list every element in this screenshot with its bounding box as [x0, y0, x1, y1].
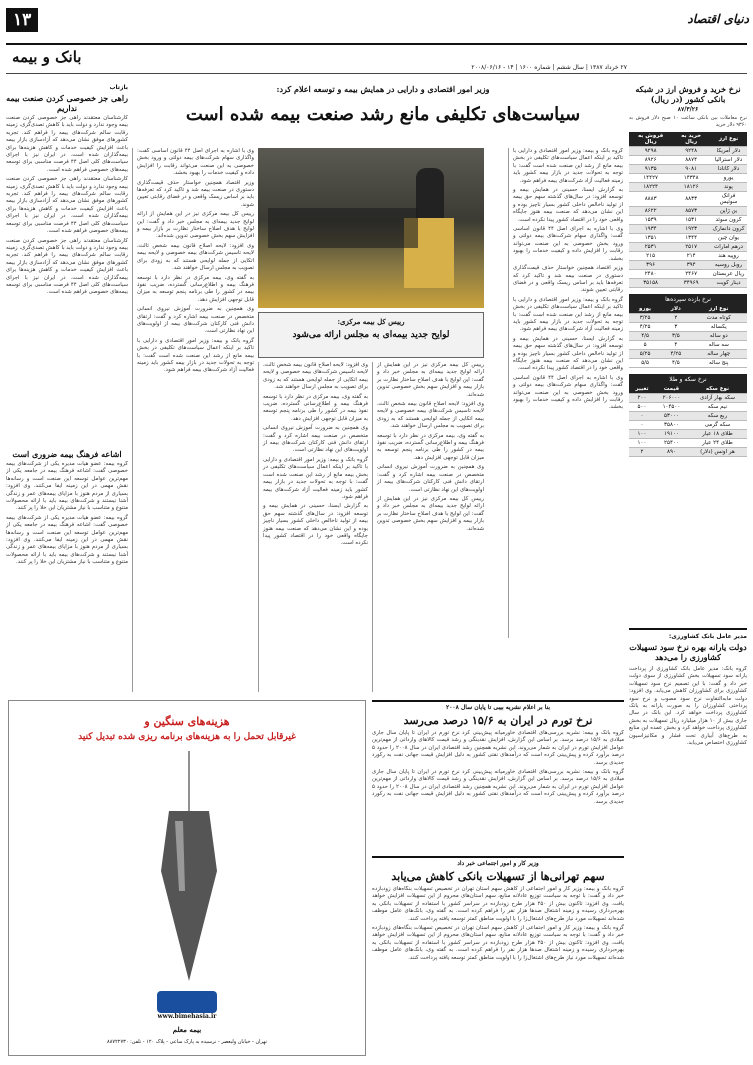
fx-col-header: خرید به ریال [672, 132, 710, 147]
sidebar-headline: لوایح جدید بیمه‌ای به مجلس ارائه می‌شود [292, 330, 450, 340]
fx-table [629, 132, 747, 288]
ad-address: تهران - خیابان ولیعصر - نرسیده به پارک ساعی - پلاک ۱۲۰ - تلفن: ۸۸۷۲۲۷۳۰ [107, 1039, 267, 1045]
table-cell: سه ساله [691, 340, 747, 349]
table-cell: ۲۱۴ [672, 251, 710, 260]
table-cell: ۲۵۳۱ [629, 242, 672, 251]
table-cell: ۱۳۴۴ [672, 233, 710, 242]
table-row [629, 278, 747, 287]
table-cell: ۹۲۴۸ [672, 146, 710, 155]
left-body-2: گروه بیمه: عضو هیات مدیره یکی از شرکت‌های بیمه خصوصی گفت: اشاعه فرهنگ بیمه در جامعه یکی از مهم‌ترین عوامل توسعه این صنعت است و رسانه‌ها نقش مهمی در این زمینه ایفا می‌کنند. وی افزود: بسیاری از مردم هنوز با مزایای بیمه‌های عمر و زندگی آشنا نیستند و شرکت‌های بیمه باید با ارائه محصولات متنوع و متناسب با نیاز مشتریان این خلا را پر کنند. گروه بیمه: عضو هیات مدیره یکی از شرکت‌های بیمه خصوصی گفت: اشاعه فرهنگ بیمه در جامعه یکی از مهم‌ترین عوامل توسعه این صنعت است و رسانه‌ها نقش مهمی در این زمینه ایفا می‌کنند. وی افزود: بسیاری از مردم هنوز با مزایای بیمه‌های عمر و زندگی آشنا نیستند و شرکت‌های بیمه باید با ارائه محصولات متنوع و متناسب با نیاز مشتریان این خلا را پر کنند. [6, 461, 128, 566]
coin-col-header: قیمت [655, 385, 688, 394]
table-cell: سکه گرمی [688, 420, 747, 429]
table-cell: ۱۸۲۲۴ [629, 182, 672, 191]
table-row [629, 349, 747, 358]
table-cell: ۱۴۴۲۷ [629, 173, 672, 182]
table-cell: ۹۱۳۵ [629, 164, 672, 173]
table-cell: فرانک سوئیس [710, 191, 747, 206]
table-cell: دلار آمریکا [710, 146, 747, 155]
loan-kicker: وزیر کار و امور اجتماعی خبر داد [457, 860, 539, 867]
coin-table [629, 385, 747, 457]
table-row [629, 242, 747, 251]
table-cell: ۲۴۸۰ [629, 269, 672, 278]
table-row [629, 215, 747, 224]
table-cell: ۲۴۶۷ [672, 269, 710, 278]
sidebar-box [258, 312, 484, 358]
table-row [629, 173, 747, 182]
table-row [629, 182, 747, 191]
table-cell: ۱۹۲۳ [672, 224, 710, 233]
table-cell: دلار کانادا [710, 164, 747, 173]
table-cell: ۱۴۳۴۸ [672, 173, 710, 182]
coin-col-header: نوع سکه [688, 385, 747, 394]
inflation-story [372, 700, 624, 850]
table-cell: پوند [710, 182, 747, 191]
table-row [629, 429, 747, 438]
table-cell: دو ساله [691, 331, 747, 340]
table-cell: ۳ [661, 322, 690, 331]
interest-title: نرخ بازده سپرده‌ها [629, 294, 747, 305]
table-cell: ۵ [629, 340, 661, 349]
table-row [629, 411, 747, 420]
table-row [629, 164, 747, 173]
table-cell: ۳/۲۵ [629, 313, 661, 322]
table-row [629, 269, 747, 278]
table-cell: چهار ساله [691, 349, 747, 358]
table-cell: ۸۹۰ [655, 447, 688, 456]
table-cell: ۱۰۰ [629, 429, 655, 438]
fx-col-header: نوع ارز [710, 132, 747, 147]
table-cell: ۰ [629, 420, 655, 429]
table-cell: سکه بهار آزادی [688, 393, 747, 402]
table-cell: طلای ۱۸ عیار [688, 429, 747, 438]
table-row [629, 206, 747, 215]
dateline: ۲۷ خرداد ۱۳۸۷ | سال ششم | شماره ۱۶۰۰ | ۱۴ - ۲۰۰۸/۰۶/۱۶ [6, 64, 747, 74]
table-cell: ۱۳۵۱ [629, 233, 672, 242]
table-cell: ۰ [629, 411, 655, 420]
table-row [629, 251, 747, 260]
table-cell: ۳/۵ [661, 331, 690, 340]
table-cell: ۱۹۱۰۰ [655, 429, 688, 438]
table-row [629, 438, 747, 447]
fx-subtitle: نرخ معاملات بین بانکی ساعت ۱۰ صبح دلار فروش به ۹۳۶۰ دلار خرید [629, 115, 747, 129]
table-row [629, 358, 747, 367]
fx-col-header: فروش به ریال [629, 132, 672, 147]
table-row [629, 224, 747, 233]
agri-body: گروه بانک: مدیر عامل بانک کشاورزی از پرداخت یارانه سود تسهیلات بخش کشاورزی از سوی دولت خبر داد و گفت: با این تصمیم نرخ سود تسهیلات کشاورزی برای کشاورزان کاهش می‌یابد. وی افزود: دولت مابه‌التفاوت نرخ سود مصوب و نرخ سود پرداختی کشاورزان را به صورت یارانه به بانک کشاورزی پرداخت خواهد کرد. این بانک در سال جاری بیش از ۱۰ هزار میلیارد ریال تسهیلات به بخش کشاورزی پرداخت خواهد کرد و بخش عمده این منابع به طرح‌های آبیاری تحت فشار و مکانیزاسیون کشاورزی اختصاص می‌یابد. [629, 666, 747, 747]
table-cell: یکساله [691, 322, 747, 331]
table-row [629, 447, 747, 456]
plumb-bob-icon [129, 751, 249, 981]
table-cell: کرون سوئد [710, 215, 747, 224]
table-cell: ۳۵۸۰۰ [655, 420, 688, 429]
table-row [629, 402, 747, 411]
ad-logo-icon [157, 991, 217, 1013]
sidebar-kicker: رییس کل بیمه مرکزی: [337, 317, 405, 326]
coin-col-header: تغییر [629, 385, 655, 394]
int-col-header: دلار [661, 305, 690, 314]
table-cell: ۲۵۱۷ [672, 242, 710, 251]
table-row [629, 191, 747, 206]
table-cell: ۸۸۸۳ [629, 191, 672, 206]
table-cell: ۱۰۰ [629, 438, 655, 447]
left-column [6, 84, 128, 684]
table-cell: روبل روسیه [710, 260, 747, 269]
agri-story [629, 628, 747, 1058]
table-cell: یوان چین [710, 233, 747, 242]
loan-story [372, 856, 624, 1056]
left-headline: راهی جز خصوصی کردن صنعت بیمه نداریم [6, 93, 128, 113]
left-headline-2: اشاعه فرهنگ بیمه ضروری است [12, 449, 122, 459]
table-cell: ۸۸۷۴ [672, 155, 710, 164]
loan-headline: سهم تهرانی‌ها از تسهیلات بانکی کاهش می‌یابد [391, 870, 605, 883]
main-body-4: وی با اشاره به اجرای اصل ۴۴ قانون اساسی گفت: واگذاری سهام شرکت‌های بیمه دولتی و ورود بخش خصوصی به این صنعت می‌تواند رقابت را افزایش داده و کیفیت خدمات را بهبود بخشد. وزیر اقتصاد همچنین خواستار حذف قیمت‌گذاری دستوری در صنعت بیمه شد و تاکید کرد که تعرفه‌ها باید بر اساس ریسک واقعی و در فضای رقابتی تعیین شوند. رییس کل بیمه مرکزی نیز در این همایش از ارائه لوایح جدید بیمه‌ای به مجلس خبر داد و گفت: این لوایح با هدف اصلاح ساختار نظارت بر بازار بیمه و افزایش سهم بخش خصوصی تدوین شده‌اند. وی افزود: لایحه اصلاح قانون بیمه شخص ثالث، لایحه تاسیس شرکت‌های بیمه خصوصی و لایحه بیمه اتکایی از جمله لوایحی هستند که به زودی برای تصویب به مجلس ارسال خواهند شد. به گفته وی، بیمه مرکزی در نظر دارد با توسعه فرهنگ بیمه و اطلاع‌رسانی گسترده، ضریب نفوذ بیمه در کشور را طی برنامه پنجم توسعه به میزان قابل توجهی افزایش دهد. وی همچنین به ضرورت آموزش نیروی انسانی متخصص در صنعت بیمه اشاره کرد و گفت: ارتقای دانش فنی کارکنان شرکت‌های بیمه از اولویت‌های این نهاد نظارتی است. گروه بانک و بیمه: وزیر امور اقتصادی و دارایی با تاکید بر اینکه اعمال سیاست‌های تکلیفی در بخش بیمه مانع از رشد این صنعت شده است گفت: با توجه به تحولات جدید در بازار بیمه کشور باید زمینه فعالیت آزاد شرکت‌های بیمه فراهم شود. [132, 148, 254, 692]
table-row [629, 340, 747, 349]
table-cell: ۹۰۸۱ [672, 164, 710, 173]
table-cell: ۸۵۷۳ [672, 206, 710, 215]
header-bar [6, 5, 747, 45]
table-cell: دینار کویت [710, 278, 747, 287]
table-cell: ۱۵۳۱ [672, 215, 710, 224]
table-cell: ۴ [661, 340, 690, 349]
table-cell: ۴/۲۵ [661, 349, 690, 358]
table-cell: ۴/۲۵ [629, 322, 661, 331]
table-cell: ۹۲۹۸ [629, 146, 672, 155]
left-body: کارشناسان معتقدند راهی جز خصوصی کردن صنعت بیمه وجود ندارد و دولت باید با کاهش تصدی‌گری، زمینه رقابت سالم شرکت‌های بیمه را فراهم کند. تجربه کشورهای موفق نشان می‌دهد که آزادسازی بازار بیمه باعث افزایش کیفیت خدمات و کاهش هزینه‌ها برای بیمه‌گذاران شده است. در ایران نیز با اجرای سیاست‌های کلی اصل ۴۴ فرصت مناسبی برای توسعه بیمه‌های خصوصی فراهم شده است. کارشناسان معتقدند راهی جز خصوصی کردن صنعت بیمه وجود ندارد و دولت باید با کاهش تصدی‌گری، زمینه رقابت سالم شرکت‌های بیمه را فراهم کند. تجربه کشورهای موفق نشان می‌دهد که آزادسازی بازار بیمه باعث افزایش کیفیت خدمات و کاهش هزینه‌ها برای بیمه‌گذاران شده است. در ایران نیز با اجرای سیاست‌های کلی اصل ۴۴ فرصت مناسبی برای توسعه بیمه‌های خصوصی فراهم شده است. کارشناسان معتقدند راهی جز خصوصی کردن صنعت بیمه وجود ندارد و دولت باید با کاهش تصدی‌گری، زمینه رقابت سالم شرکت‌های بیمه را فراهم کند. تجربه کشورهای موفق نشان می‌دهد که آزادسازی بازار بیمه باعث افزایش کیفیت خدمات و کاهش هزینه‌ها برای بیمه‌گذاران شده است. در ایران نیز با اجرای سیاست‌های کلی اصل ۴۴ فرصت مناسبی برای توسعه بیمه‌های خصوصی فراهم شده است. [6, 115, 128, 296]
agri-headline: دولت یارانه بهره نرخ سود تسهیلات کشاورزی را می‌دهد [629, 642, 747, 662]
fx-column [629, 84, 747, 624]
table-cell: ۸۶۲۲ [629, 206, 672, 215]
left-kicker: بازتاب [109, 84, 128, 91]
table-cell: طلای ۲۴ عیار [688, 438, 747, 447]
table-cell: ۲۰۰ [629, 393, 655, 402]
table-cell: پنج ساله [691, 358, 747, 367]
table-cell: هر اونس (دلار) [688, 447, 747, 456]
ad-company: بیمه معلم [172, 1025, 202, 1034]
conference-photo [258, 148, 484, 308]
table-cell: ۲ [661, 313, 690, 322]
table-cell: ۸۸۳۳ [672, 191, 710, 206]
loan-body: گروه بانک و بیمه: وزیر کار و امور اجتماعی از کاهش سهم استان تهران در تخصیص تسهیلات بنگاه‌های زودبازده خبر داد و گفت: با توجه به سیاست توزیع عادلانه منابع، سهم استان‌های محروم از این تسهیلات افزایش خواهد یافت. وی افزود: تاکنون بیش از ۲۵۰ هزار طرح زودبازده در سراسر کشور با استفاده از تسهیلات بانکی به بهره‌برداری رسیده و زمینه اشتغال صدها هزار نفر را فراهم کرده است. به گفته وی، بانک‌های عامل موظف شده‌اند تسهیلات مورد نیاز طرح‌های اشتغال‌زا را با اولویت مناطق کمتر توسعه یافته پرداخت کنند. گروه بانک و بیمه: وزیر کار و امور اجتماعی از کاهش سهم استان تهران در تخصیص تسهیلات بنگاه‌های زودبازده خبر داد و گفت: با توجه به سیاست توزیع عادلانه منابع، سهم استان‌های محروم از این تسهیلات افزایش خواهد یافت. وی افزود: تاکنون بیش از ۲۵۰ هزار طرح زودبازده در سراسر کشور با استفاده از تسهیلات بانکی به بهره‌برداری رسیده و زمینه اشتغال صدها هزار نفر را فراهم کرده است. به گفته وی، بانک‌های عامل موظف شده‌اند تسهیلات مورد نیاز طرح‌های اشتغال‌زا را با اولویت مناطق کمتر توسعه یافته پرداخت کنند. [372, 886, 624, 961]
table-cell: ۲۵۴۰۰ [655, 438, 688, 447]
table-cell: روپیه هند [710, 251, 747, 260]
table-cell: ۱۰۴۵۰۰ [655, 402, 688, 411]
table-cell: ۳۹۴ [672, 260, 710, 269]
table-row [629, 420, 747, 429]
table-cell: ۲۱۵ [629, 251, 672, 260]
table-cell: کوتاه مدت [691, 313, 747, 322]
main-kicker-row [143, 84, 623, 104]
table-cell: نیم سکه [688, 402, 747, 411]
main-body-1: گروه بانک و بیمه: وزیر امور اقتصادی و دارایی با تاکید بر اینکه اعمال سیاست‌های تکلیفی در بخش بیمه مانع از رشد این صنعت شده است گفت: با توجه به تحولات جدید در بازار بیمه کشور باید زمینه فعالیت آزاد شرکت‌های بیمه فراهم شود. به گزارش ایسنا، حسینی در همایش بیمه و توسعه افزود: در سال‌های گذشته سهم حق بیمه از تولید ناخالص داخلی کشور بسیار ناچیز بوده و این نشان می‌دهد که صنعت بیمه هنوز جایگاه واقعی خود را در اقتصاد کشور پیدا نکرده است. وی با اشاره به اجرای اصل ۴۴ قانون اساسی گفت: واگذاری سهام شرکت‌های بیمه دولتی و ورود بخش خصوصی به این صنعت می‌تواند رقابت را افزایش داده و کیفیت خدمات را بهبود بخشد. وزیر اقتصاد همچنین خواستار حذف قیمت‌گذاری دستوری در صنعت بیمه شد و تاکید کرد که تعرفه‌ها باید بر اساس ریسک واقعی و در فضای رقابتی تعیین شوند. گروه بانک و بیمه: وزیر امور اقتصادی و دارایی با تاکید بر اینکه اعمال سیاست‌های تکلیفی در بخش بیمه مانع از رشد این صنعت شده است گفت: با توجه به تحولات جدید در بازار بیمه کشور باید زمینه فعالیت آزاد شرکت‌های بیمه فراهم شود. به گزارش ایسنا، حسینی در همایش بیمه و توسعه افزود: در سال‌های گذشته سهم حق بیمه از تولید ناخالص داخلی کشور بسیار ناچیز بوده و این نشان می‌دهد که صنعت بیمه هنوز جایگاه واقعی خود را در اقتصاد کشور پیدا نکرده است. وی با اشاره به اجرای اصل ۴۴ قانون اساسی گفت: واگذاری سهام شرکت‌های بیمه دولتی و ورود بخش خصوصی به این صنعت می‌تواند رقابت را افزایش داده و کیفیت خدمات را بهبود بخشد. [508, 148, 623, 638]
fx-date: ۸۷/۳/۲۶ [677, 106, 699, 113]
inflation-body: گروه بانک و بیمه: نشریه بررسی‌های اقتصادی خاورمیانه پیش‌بینی کرد نرخ تورم در ایران تا پایان سال جاری میلادی به ۱۵/۶ درصد برسد. بر اساس این گزارش، افزایش نقدینگی و رشد قیمت کالاهای وارداتی از مهم‌ترین عوامل افزایش تورم در ایران به شمار می‌روند. این نشریه همچنین رشد اقتصادی ایران در سال ۲۰۰۸ را حدود ۵ درصد برآورد کرده و پیش‌بینی کرده است که درآمدهای نفتی کشور به دلیل افزایش قیمت جهانی نفت به رکورد جدیدی برسد. گروه بانک و بیمه: نشریه بررسی‌های اقتصادی خاورمیانه پیش‌بینی کرد نرخ تورم در ایران تا پایان سال جاری میلادی به ۱۵/۶ درصد برسد. بر اساس این گزارش، افزایش نقدینگی و رشد قیمت کالاهای وارداتی از مهم‌ترین عوامل افزایش تورم در ایران به شمار می‌روند. این نشریه همچنین رشد اقتصادی ایران در سال ۲۰۰۸ را حدود ۵ درصد برآورد کرده و پیش‌بینی کرده است که درآمدهای نفتی کشور به دلیل افزایش قیمت جهانی نفت به رکورد جدیدی برسد. [372, 730, 624, 805]
table-cell: ۵۰۰ [629, 402, 655, 411]
table-cell: یورو [710, 173, 747, 182]
ad-headline-1: هزینه‌های سنگین و [144, 715, 230, 728]
table-cell: ۳۵۱۵۸ [629, 278, 672, 287]
main-headline: سیاست‌های تکلیفی مانع رشد صنعت بیمه شده است [185, 104, 581, 125]
ad-url: www.bimehasia.ir [157, 1013, 217, 1020]
table-cell: ۵/۵ [629, 358, 661, 367]
section-title: بانک و بیمه [12, 48, 82, 66]
table-row [629, 331, 747, 340]
table-cell: ۲ [629, 447, 655, 456]
table-cell: کرون دانمارک [710, 224, 747, 233]
newspaper-brand: دنیای اقتصاد [687, 12, 749, 26]
table-row [629, 233, 747, 242]
table-cell: ۵۳۰۰۰ [655, 411, 688, 420]
inflation-kicker: بنا بر اعلام نشریه بیبی تا پایان سال ۲۰۰۸ [445, 704, 551, 711]
table-cell: درهم امارات [710, 242, 747, 251]
ad-headline-2: غیرقابل تحمل را به هزینه‌های برنامه ریزی شده تبدیل کنید [78, 732, 296, 742]
interest-table [629, 305, 747, 368]
insurance-ad [8, 700, 366, 1056]
table-cell: ین ژاپن [710, 206, 747, 215]
fx-title: نرخ خرید و فروش ارز در شبکه بانکی کشور (در ریال) [635, 84, 741, 104]
table-cell: ۴/۵ [629, 331, 661, 340]
table-cell: ۱۸۱۲۶ [672, 182, 710, 191]
table-cell: ۴/۵ [661, 358, 690, 367]
main-body-2: رییس کل بیمه مرکزی نیز در این همایش از ارائه لوایح جدید بیمه‌ای به مجلس خبر داد و گفت: این لوایح با هدف اصلاح ساختار نظارت بر بازار بیمه و افزایش سهم بخش خصوصی تدوین شده‌اند. وی افزود: لایحه اصلاح قانون بیمه شخص ثالث، لایحه تاسیس شرکت‌های بیمه خصوصی و لایحه بیمه اتکایی از جمله لوایحی هستند که به زودی برای تصویب به مجلس ارسال خواهند شد. به گفته وی، بیمه مرکزی در نظر دارد با توسعه فرهنگ بیمه و اطلاع‌رسانی گسترده، ضریب نفوذ بیمه در کشور را طی برنامه پنجم توسعه به میزان قابل توجهی افزایش دهد. وی همچنین به ضرورت آموزش نیروی انسانی متخصص در صنعت بیمه اشاره کرد و گفت: ارتقای دانش فنی کارکنان شرکت‌های بیمه از اولویت‌های این نهاد نظارتی است. رییس کل بیمه مرکزی نیز در این همایش از ارائه لوایح جدید بیمه‌ای به مجلس خبر داد و گفت: این لوایح با هدف اصلاح ساختار نظارت بر بازار بیمه و افزایش سهم بخش خصوصی تدوین شده‌اند. [372, 362, 484, 692]
audience [268, 208, 418, 248]
table-cell: ۸۹۲۶ [629, 155, 672, 164]
table-row [629, 260, 747, 269]
table-cell: ۳۴۹۶۹ [672, 278, 710, 287]
table-row [629, 155, 747, 164]
table-row [629, 146, 747, 155]
coin-title: نرخ سکه و طلا [629, 374, 747, 385]
table-row [629, 393, 747, 402]
agri-kicker: مدیر عامل بانک کشاورزی: [668, 633, 747, 640]
main-kicker: وزیر امور اقتصادی و دارایی در همایش بیمه و توسعه اعلام کرد: [276, 84, 490, 94]
table-cell: ریال عربستان [710, 269, 747, 278]
table-cell: دلار استرالیا [710, 155, 747, 164]
table-cell: ۲۰۶۰۰۰ [655, 393, 688, 402]
table-cell: ربع سکه [688, 411, 747, 420]
table-row [629, 313, 747, 322]
table-cell: ۱۵۳۹ [629, 215, 672, 224]
table-cell: ۱۹۳۴ [629, 224, 672, 233]
int-col-header: نوع ارز [691, 305, 747, 314]
table-row [629, 322, 747, 331]
main-body-3: وی افزود: لایحه اصلاح قانون بیمه شخص ثالث، لایحه تاسیس شرکت‌های بیمه خصوصی و لایحه بیمه اتکایی از جمله لوایحی هستند که به زودی برای تصویب به مجلس ارسال خواهند شد. به گفته وی، بیمه مرکزی در نظر دارد با توسعه فرهنگ بیمه و اطلاع‌رسانی گسترده، ضریب نفوذ بیمه در کشور را طی برنامه پنجم توسعه به میزان قابل توجهی افزایش دهد. وی همچنین به ضرورت آموزش نیروی انسانی متخصص در صنعت بیمه اشاره کرد و گفت: ارتقای دانش فنی کارکنان شرکت‌های بیمه از اولویت‌های این نهاد نظارتی است. گروه بانک و بیمه: وزیر امور اقتصادی و دارایی با تاکید بر اینکه اعمال سیاست‌های تکلیفی در بخش بیمه مانع از رشد این صنعت شده است گفت: با توجه به تحولات جدید در بازار بیمه کشور باید زمینه فعالیت آزاد شرکت‌های بیمه فراهم شود. به گزارش ایسنا، حسینی در همایش بیمه و توسعه افزود: در سال‌های گذشته سهم حق بیمه از تولید ناخالص داخلی کشور بسیار ناچیز بوده و این نشان می‌دهد که صنعت بیمه هنوز جایگاه واقعی خود را در اقتصاد کشور پیدا نکرده است. [258, 362, 368, 692]
inflation-headline: نرخ تورم در ایران به ۱۵/۶ درصد می‌رسد [403, 714, 593, 727]
table-cell: ۵/۲۵ [629, 349, 661, 358]
table-cell: ۳۹۶ [629, 260, 672, 269]
page-number: ۱۳ [6, 8, 38, 32]
int-col-header: یورو [629, 305, 661, 314]
